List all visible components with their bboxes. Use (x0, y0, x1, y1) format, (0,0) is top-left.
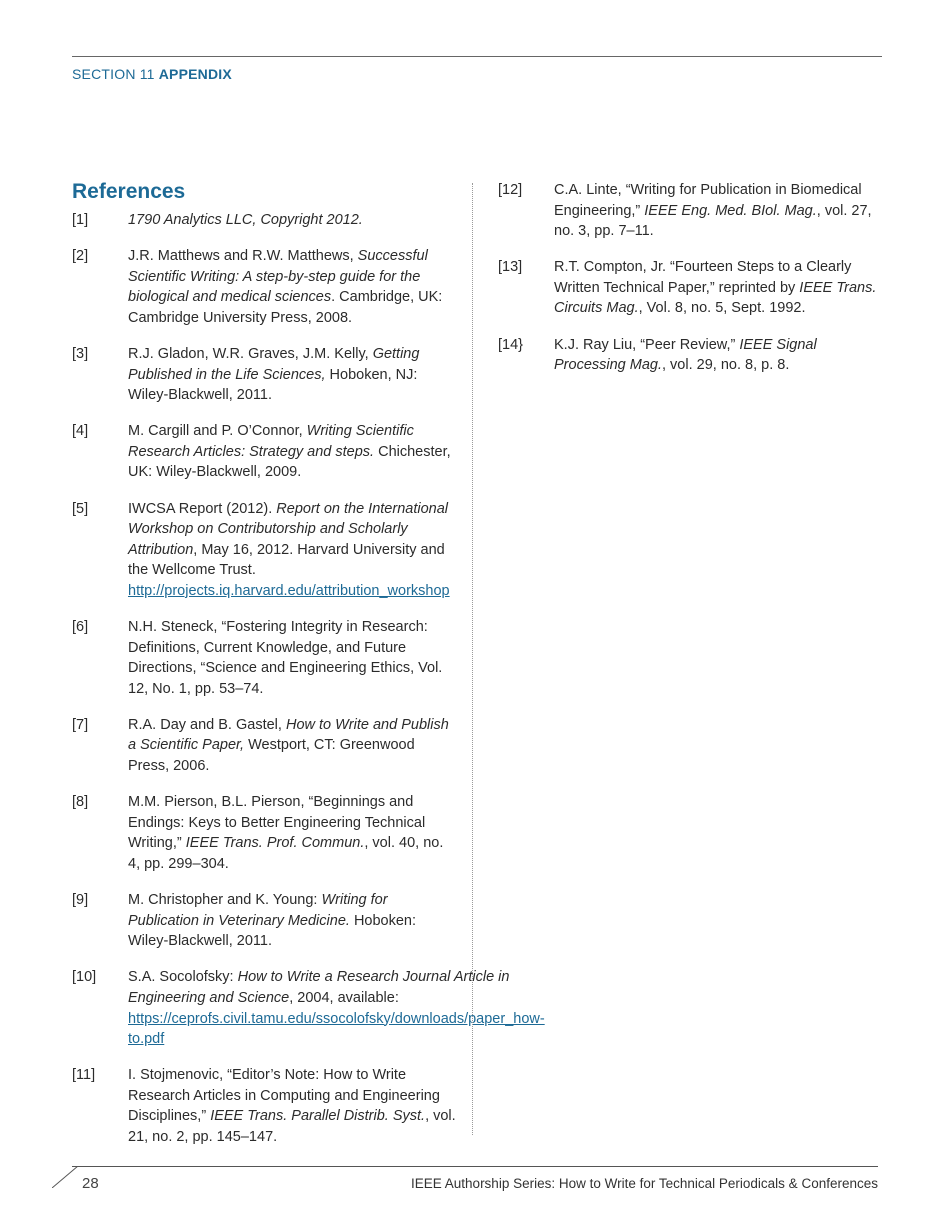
reference-segment: N.H. Steneck, “Fostering Integrity in Research: Definitions, Current Knowledge, and Future Directions, “Science and Engineering Ethics, Vol. 12, No. 1, pp. 53–74. (128, 619, 443, 697)
reference-text (128, 715, 457, 777)
reference-text (554, 257, 878, 319)
reference-segment: , Vol. 8, no. 5, Sept. 1992. (638, 300, 806, 317)
page-number: 28 (82, 1175, 99, 1192)
reference-item (72, 246, 457, 328)
reference-title: Writing Scientific Research Articles: Strategy and steps. (128, 423, 414, 460)
column-divider (472, 183, 473, 1135)
reference-title: IEEE Trans. Prof. Commun. (185, 835, 365, 852)
reference-item (72, 792, 457, 874)
reference-item (72, 499, 457, 602)
reference-text (128, 344, 457, 406)
reference-number: [7] (72, 716, 89, 733)
reference-segment: C.A. Linte, “Writing for Publication in Biomedical Engineering,” (554, 182, 862, 219)
reference-segment: , May 16, 2012. Harvard University and the Wellcome Trust. (128, 541, 445, 579)
reference-number: [1] (72, 212, 89, 228)
reference-item (72, 1065, 457, 1147)
reference-segment: R.A. Day and B. Gastel, (128, 716, 286, 733)
reference-link[interactable]: https://ceprofs.civil.tamu.edu/ssocolofsky/downloads/paper_how-to.pdf (128, 1010, 545, 1048)
reference-number: [9] (72, 892, 89, 909)
reference-segment: , vol. 29, no. 8, p. 8. (662, 357, 790, 374)
references-right-column (498, 180, 878, 391)
reference-title: Successful Scientific Writing: A step-by-step guide for the biological and medical sciences (128, 248, 428, 306)
reference-segment: IWCSA Report (2012). (128, 500, 277, 517)
reference-link[interactable]: http://projects.iq.harvard.edu/attribution_workshop (128, 582, 450, 599)
reference-title: Writing for Publication in Veterinary Medicine. (128, 892, 388, 929)
reference-item (72, 890, 457, 952)
reference-segment: Hoboken, NJ: Wiley-Blackwell, 2011. (128, 366, 418, 404)
reference-text (128, 617, 457, 699)
reference-item (498, 180, 878, 242)
reference-number: [11] (72, 1067, 96, 1084)
reference-title: IEEE Trans. Circuits Mag. (554, 279, 877, 317)
footer-rule (72, 1166, 878, 1167)
reference-number: [12] (498, 182, 523, 198)
reference-segment: S.A. Socolofsky: (128, 969, 238, 986)
reference-segment: Hoboken: Wiley-Blackwell, 2011. (128, 912, 417, 950)
references-heading: References (72, 180, 186, 203)
reference-text (128, 499, 457, 602)
reference-number: [5] (72, 500, 89, 517)
reference-title: How to Write a Research Journal Article in Engineering and Science (128, 969, 510, 1006)
reference-title: 1790 Analytics LLC, Copyright 2012. (128, 212, 363, 228)
reference-number: [13] (498, 259, 523, 276)
reference-number: [3] (72, 345, 89, 362)
reference-item (72, 715, 457, 777)
reference-segment: Westport, CT: Greenwood Press, 2006. (128, 737, 415, 775)
reference-segment: M. Christopher and K. Young: (128, 892, 322, 909)
reference-segment: R.J. Gladon, W.R. Graves, J.M. Kelly, (128, 345, 373, 362)
reference-text (128, 210, 457, 231)
reference-item (498, 257, 878, 319)
reference-title: IEEE Eng. Med. BIol. Mag. (644, 202, 817, 219)
reference-segment: , vol. 21, no. 2, pp. 145–147. (128, 1108, 456, 1145)
reference-segment: R.T. Compton, Jr. “Fourteen Steps to a Clearly Written Technical Paper,” reprinted by (554, 259, 852, 296)
header-rule (72, 56, 882, 57)
reference-text (128, 246, 457, 328)
reference-segment: I. Stojmenovic, “Editor’s Note: How to Write Research Articles in Computing and Engineering Disciplines,” (128, 1067, 440, 1125)
reference-number: [14} (498, 336, 523, 353)
reference-segment: K.J. Ray Liu, “Peer Review,” (554, 336, 740, 353)
reference-segment: , 2004, available: (289, 989, 399, 1006)
reference-text (128, 967, 545, 1049)
reference-text (554, 335, 878, 376)
reference-segment: M. Cargill and P. O’Connor, (128, 423, 307, 440)
footer-slash-mark (52, 1166, 78, 1188)
reference-segment: , vol. 27, no. 3, pp. 7–11. (554, 202, 872, 240)
reference-item (72, 210, 457, 231)
reference-segment: Chichester, UK: Wiley-Blackwell, 2009. (128, 443, 451, 481)
reference-number: [6] (72, 619, 89, 635)
section-prefix: SECTION 11 (72, 66, 155, 82)
reference-number: [8] (72, 794, 89, 811)
reference-segment: . Cambridge, UK: Cambridge University Press, 2008. (128, 289, 443, 326)
reference-item (72, 617, 457, 699)
reference-text (128, 792, 457, 874)
reference-number: [10] (72, 969, 97, 986)
reference-text (128, 421, 457, 483)
reference-title: Getting Published in the Life Sciences, (128, 345, 420, 383)
reference-segment: , vol. 40, no. 4, pp. 299–304. (128, 835, 444, 872)
reference-number: [2] (72, 248, 89, 265)
section-name: APPENDIX (158, 66, 232, 82)
reference-title: IEEE Signal Processing Mag. (554, 336, 817, 374)
reference-item (72, 421, 457, 483)
reference-text (554, 180, 878, 242)
reference-title: IEEE Trans. Parallel Distrib. Syst. (210, 1108, 426, 1125)
reference-title: How to Write and Publish a Scientific Paper, (128, 716, 449, 754)
section-label (72, 66, 232, 82)
reference-number: [4] (72, 423, 89, 440)
reference-segment: J.R. Matthews and R.W. Matthews, (128, 248, 358, 265)
reference-item (72, 344, 457, 406)
reference-item (498, 335, 878, 376)
reference-title: Report on the International Workshop on Contributorship and Scholarly Attribution (128, 500, 448, 558)
reference-text (128, 1065, 457, 1147)
reference-segment: M.M. Pierson, B.L. Pierson, “Beginnings and Endings: Keys to Better Engineering Technical Writing,” (128, 794, 426, 852)
reference-list-right (498, 180, 878, 376)
footer-title: IEEE Authorship Series: How to Write for Technical Periodicals & Conferences (411, 1176, 878, 1191)
reference-text (128, 890, 457, 952)
reference-item (72, 967, 545, 1049)
